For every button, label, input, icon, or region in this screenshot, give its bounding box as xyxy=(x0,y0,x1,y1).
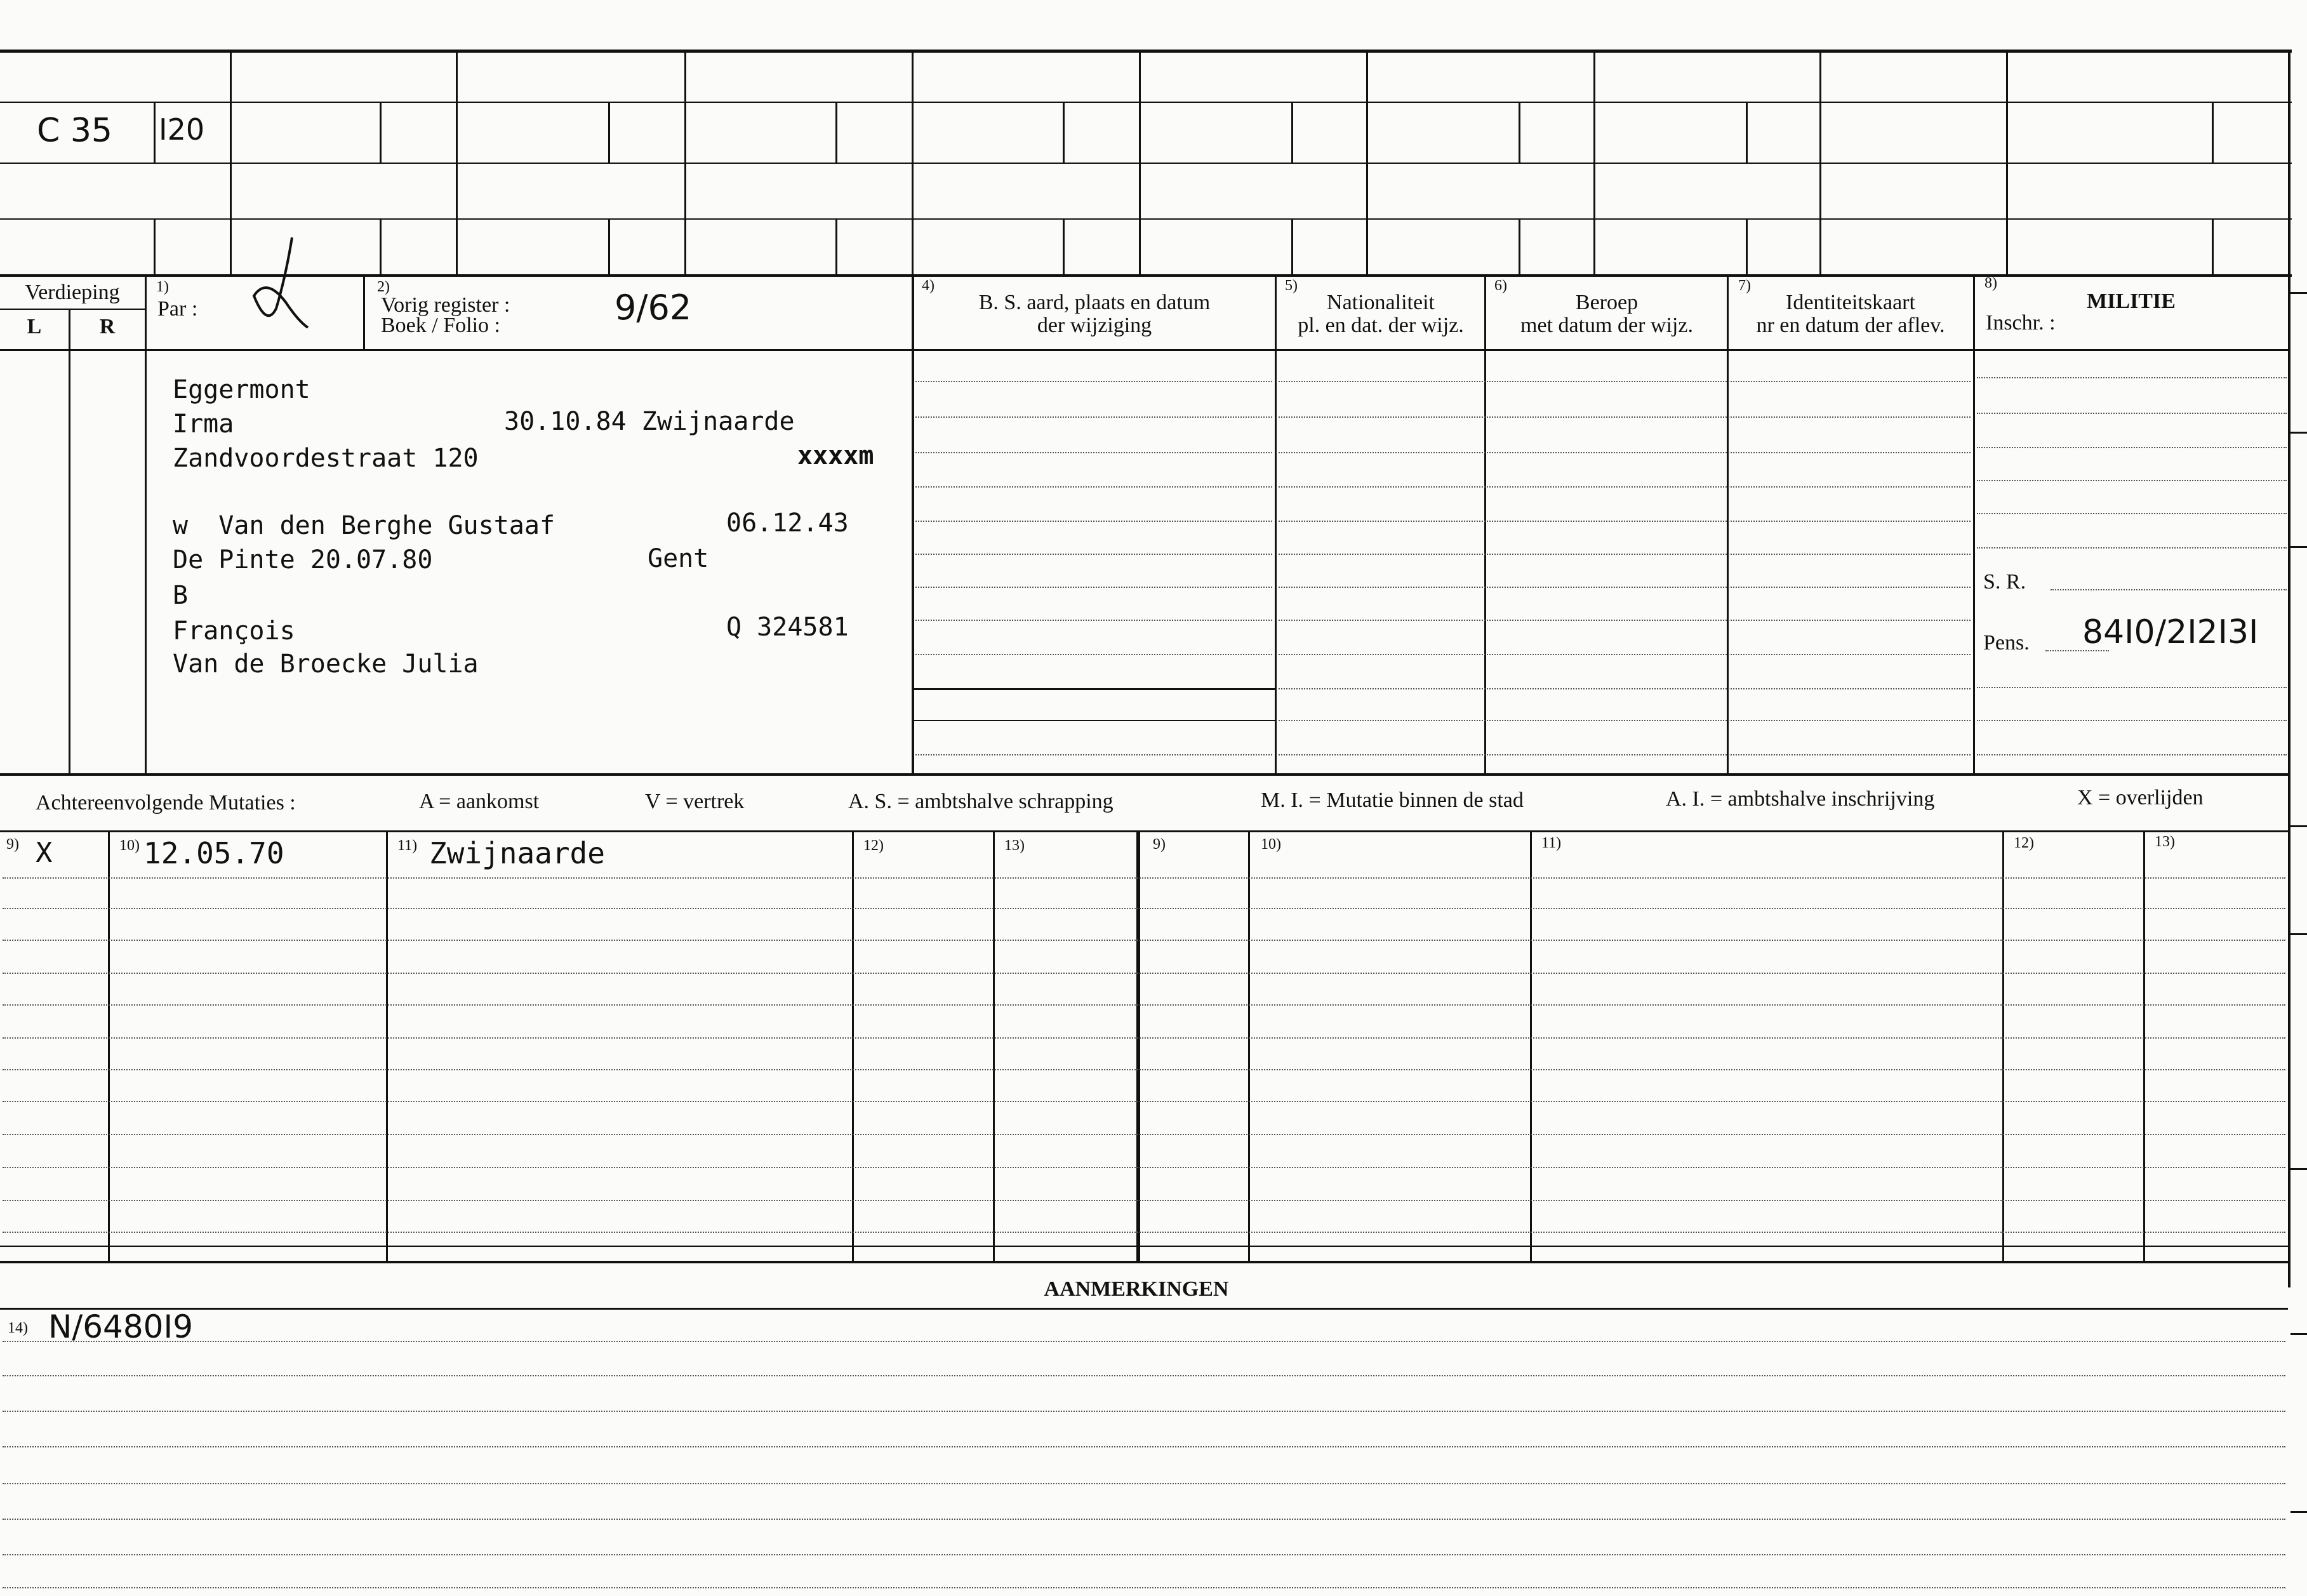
militie-inschr-label: Inschr. : xyxy=(1986,311,2056,335)
spouse-place: Gent xyxy=(648,544,709,573)
col-num-9: 9) xyxy=(6,836,19,853)
legend-ai: A. I. = ambtshalve inschrijving xyxy=(1666,787,1935,811)
b-marker: B xyxy=(173,581,189,610)
father-name: François xyxy=(173,616,295,646)
militie-sr-label: S. R. xyxy=(1983,570,2026,594)
col-num-12b: 12) xyxy=(2014,835,2034,851)
beroep-line1: Beroep xyxy=(1575,291,1639,314)
nat-num: 5) xyxy=(1285,277,1298,294)
bs-num: 4) xyxy=(922,277,934,294)
card-code: C 35 xyxy=(37,112,113,150)
id-line2: nr en datum der aflev. xyxy=(1756,314,1945,337)
col-num-13: 13) xyxy=(1004,837,1025,854)
birth-date-place: 30.10.84 Zwijnaarde xyxy=(504,407,795,436)
bs-line2: der wijziging xyxy=(1037,314,1152,337)
verdieping-label: Verdieping xyxy=(25,281,120,304)
beroep-num: 6) xyxy=(1494,277,1507,294)
par-label: Par : xyxy=(157,297,198,321)
col-num-13b: 13) xyxy=(2155,834,2175,850)
par-num: 1) xyxy=(156,279,169,295)
spouse-birth: De Pinte 20.07.80 xyxy=(173,545,433,575)
spouse-date: 06.12.43 xyxy=(726,509,849,538)
militie-pens-label: Pens. xyxy=(1983,631,2030,655)
col-num-11b: 11) xyxy=(1541,835,1562,851)
firstname: Irma xyxy=(173,409,234,439)
mutation-type: X xyxy=(36,837,53,869)
legend-x: X = overlijden xyxy=(2077,786,2204,809)
legend-v: V = vertrek xyxy=(645,790,745,813)
address: Zandvoordestraat 120 xyxy=(173,444,479,473)
militie-title: MILITIE xyxy=(2087,289,2176,313)
legend-a: A = aankomst xyxy=(419,790,540,813)
remarks-value: N/6480I9 xyxy=(48,1308,194,1345)
col-num-10: 10) xyxy=(119,837,140,854)
col-num-11: 11) xyxy=(397,837,418,854)
mutation-date: 12.05.70 xyxy=(143,836,284,870)
card-number: I20 xyxy=(159,112,205,147)
remarks-num: 14) xyxy=(8,1320,28,1336)
struck-text: xxxxm xyxy=(797,441,874,470)
col-num-9b: 9) xyxy=(1153,836,1166,853)
militie-pens-value: 84I0/2I2I3I xyxy=(2082,613,2259,651)
bs-line1: B. S. aard, plaats en datum xyxy=(978,291,1211,314)
boek-value: 9/62 xyxy=(615,288,692,328)
id-num: 7) xyxy=(1738,277,1751,294)
nat-line2: pl. en dat. der wijz. xyxy=(1298,314,1464,337)
boek-label: Boek / Folio : xyxy=(381,314,500,337)
vorig-label: Vorig register : xyxy=(381,293,510,317)
nat-line1: Nationaliteit xyxy=(1327,291,1435,314)
mil-num: 8) xyxy=(1985,275,1997,291)
col-num-10b: 10) xyxy=(1261,836,1281,853)
beroep-line2: met datum der wijz. xyxy=(1520,314,1693,337)
spouse-name: w Van den Berghe Gustaaf xyxy=(173,511,555,540)
vorig-num: 2) xyxy=(377,279,390,295)
legend-mi: M. I. = Mutatie binnen de stad xyxy=(1261,788,1524,812)
id-code: Q 324581 xyxy=(726,613,849,642)
verdieping-left: L xyxy=(27,315,42,338)
mother-name: Van de Broecke Julia xyxy=(173,649,479,679)
verdieping-right: R xyxy=(99,315,116,338)
id-line1: Identiteitskaart xyxy=(1786,291,1915,314)
legend-as: A. S. = ambtshalve schrapping xyxy=(848,790,1114,813)
remarks-title: AANMERKINGEN xyxy=(1044,1277,1229,1301)
mutations-title: Achtereenvolgende Mutaties : xyxy=(36,791,296,815)
col-num-12: 12) xyxy=(863,837,884,854)
par-mark-handwritten xyxy=(248,232,317,334)
mutation-place: Zwijnaarde xyxy=(429,836,605,870)
surname: Eggermont xyxy=(173,375,310,404)
